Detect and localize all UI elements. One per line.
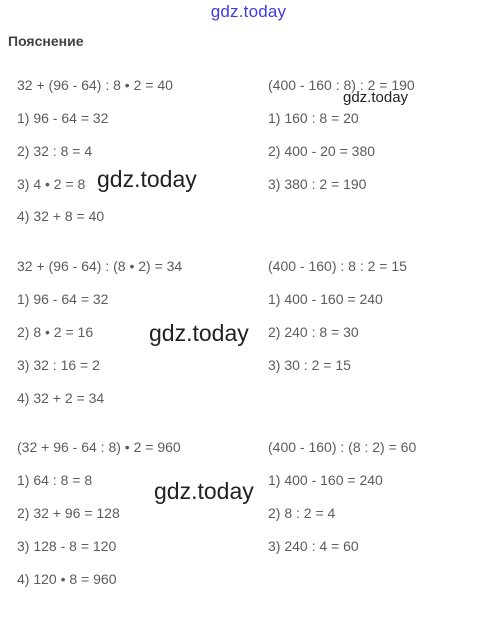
page-heading: Пояснение — [8, 33, 84, 49]
step-3-left-2: 2) 32 + 96 = 128 — [17, 505, 120, 521]
step-2-left-3: 3) 32 : 16 = 2 — [17, 357, 100, 373]
watermark-3: gdz.today — [149, 320, 249, 346]
step-3-left-3: 3) 128 - 8 = 120 — [17, 538, 117, 554]
step-2-left-2: 2) 8 • 2 = 16 — [17, 324, 94, 340]
step-1-right-1: 1) 160 : 8 = 20 — [268, 110, 359, 126]
expression-2-left: 32 + (96 - 64) : (8 • 2) = 34 — [17, 258, 183, 274]
step-2-left-1: 1) 96 - 64 = 32 — [17, 291, 109, 307]
step-2-right-1: 1) 400 - 160 = 240 — [268, 291, 383, 307]
watermark-1: gdz.today — [343, 89, 409, 106]
step-1-right-2: 2) 400 - 20 = 380 — [268, 143, 376, 159]
step-2-left-4: 4) 32 + 2 = 34 — [17, 390, 105, 406]
step-3-right-1: 1) 400 - 160 = 240 — [268, 472, 383, 488]
step-3-right-3: 3) 240 : 4 = 60 — [268, 538, 359, 554]
step-3-left-1: 1) 64 : 8 = 8 — [17, 472, 93, 488]
step-2-right-2: 2) 240 : 8 = 30 — [268, 324, 359, 340]
expression-1-left: 32 + (96 - 64) : 8 • 2 = 40 — [17, 77, 173, 93]
expression-2-right: (400 - 160) : 8 : 2 = 15 — [268, 258, 407, 274]
step-3-right-2: 2) 8 : 2 = 4 — [268, 505, 336, 521]
step-1-left-2: 2) 32 : 8 = 4 — [17, 143, 93, 159]
watermark-4: gdz.today — [154, 478, 254, 504]
step-1-right-3: 3) 380 : 2 = 190 — [268, 176, 367, 192]
expression-1-right: (400 - 160 : 8) : 2 = 190 — [268, 77, 415, 93]
expression-3-right: (400 - 160) : (8 : 2) = 60 — [268, 439, 417, 455]
site-logo: gdz.today — [210, 2, 287, 21]
expression-3-left: (32 + 96 - 64 : 8) • 2 = 960 — [17, 439, 181, 455]
step-1-left-3: 3) 4 • 2 = 8 — [17, 176, 86, 192]
step-1-left-1: 1) 96 - 64 = 32 — [17, 110, 109, 126]
step-1-left-4: 4) 32 + 8 = 40 — [17, 208, 105, 224]
step-2-right-3: 3) 30 : 2 = 15 — [268, 357, 351, 373]
step-3-left-4: 4) 120 • 8 = 960 — [17, 571, 117, 587]
watermark-2: gdz.today — [97, 166, 197, 192]
